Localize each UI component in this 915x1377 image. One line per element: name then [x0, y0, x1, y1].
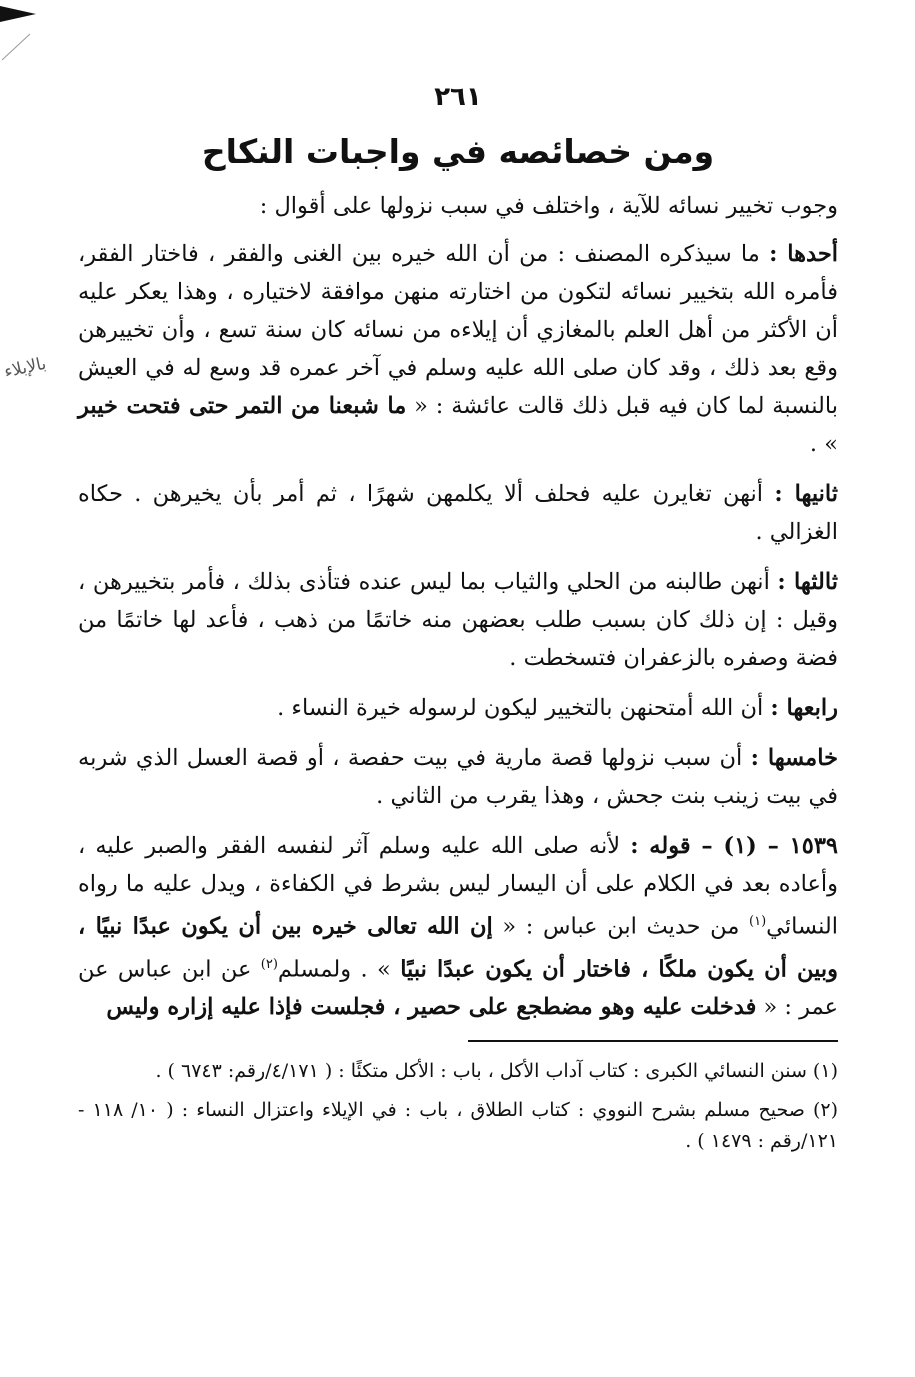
opinion-label: رابعها :	[770, 695, 838, 721]
intro-paragraph: وجوب تخيير نسائه للآية ، واختلف في سبب نزولها على أقوال :	[259, 193, 838, 219]
footnote-ref-2: (٢)	[260, 956, 278, 972]
hadith-quote: ما شبعنا من التمر حتى فتحت خيبر	[78, 393, 407, 419]
opinion-text: أن الله أمتحنهن بالتخيير ليكون لرسوله خيرة النساء .	[277, 695, 764, 721]
commentary-paragraph	[78, 827, 838, 1026]
opinion-paragraph-3	[78, 563, 838, 677]
opinion-text: أن سبب نزولها قصة مارية في بيت حفصة ، أو قصة العسل الذي شربه في بيت زينب بنت جحش ، وهذا يقرب من الثاني .	[78, 745, 838, 809]
handwritten-margin-note: بالإبلاء	[2, 353, 49, 383]
footnote-2: (٢) صحيح مسلم بشرح النووي : كتاب الطلاق ، باب : في الإيلاء واعتزال النساء : ( ١٠/ ١١٨ - ١٢١/رقم : ١٤٧٩ ) .	[78, 1099, 838, 1152]
opinion-text: ما سيذكره المصنف : من أن الله خيره بين الغنى والفقر ، فاختار الفقر، فأمره الله بتخيير نسائه لتكون من اختارته منهن موافقة لاختياره ، وهذا يعكر عليه أن الأكثر من أهل العلم بالمغازي أن إيلاءه من نسائه كان سنة تسع ، وأن تخييرهن وقع بعد ذلك ، وقد كان صلى الله عليه وسلم في آخر عمره قد وسع له في العيش بالنسبة لما كان فيه قبل ذلك قالت عائشة : «	[78, 241, 838, 419]
opinion-label: ثانيها :	[774, 481, 838, 507]
commentary-text: » . ولمسلم	[277, 956, 391, 982]
footnote-ref-1: (١)	[749, 914, 767, 929]
opinion-label: ثالثها :	[777, 569, 838, 595]
opinion-label: أحدها :	[769, 241, 838, 267]
opinion-label: خامسها :	[750, 745, 838, 771]
opinion-text: أنهن طالبنه من الحلي والثياب بما ليس عنده فتأذى بذلك ، فأمر بتخييرهن ، وقيل : إن ذلك كان بسبب طلب بعضهن منه خاتمًا من ذهب ، فأعد لها خاتمًا من فضة وصفره بالزعفران فتسخطت .	[78, 569, 838, 671]
opinion-text-end: » .	[809, 431, 838, 457]
commentary-text: من حديث ابن عباس : «	[502, 913, 740, 940]
hadith-quote: فدخلت عليه وهو مضطجع على حصير ، فجلست فإذا عليه إزاره وليس	[106, 994, 757, 1020]
hadith-quote: إن الله تعالى خيره بين أن يكون عبدًا نبيًا ، وبين أن يكون ملكًا ، فاختار أن يكون عبدًا نبيًا	[78, 913, 838, 982]
page-number: ٢٦١	[434, 82, 482, 112]
section-title: ومن خصائصه في واجبات النكاح	[201, 132, 715, 171]
scan-corner-mark	[0, 0, 70, 70]
footnote-divider	[468, 1040, 838, 1042]
opinion-paragraph-2	[78, 475, 838, 551]
opinion-paragraph-1	[78, 235, 838, 463]
commentary-number: ١٥٣٩ – (١) – قوله :	[630, 833, 838, 859]
opinion-text: أنهن تغايرن عليه فحلف ألا يكلمهن شهرًا ، ثم أمر بأن يخيرهن . حكاه الغزالي .	[78, 481, 838, 545]
opinion-paragraph-4	[78, 689, 838, 727]
footnote-1: (١) سنن النسائي الكبرى : كتاب آداب الأكل ، باب : الأكل متكئًا : ( ٤/١٧١/رقم: ٦٧٤٣ ) .	[155, 1060, 838, 1082]
opinion-paragraph-5	[78, 739, 838, 815]
commentary-text: عن ابن عباس عن عمر : «	[78, 956, 838, 1020]
document-page	[78, 82, 838, 1165]
commentary-text: لأنه صلى الله عليه وسلم آثر لنفسه الفقر والصبر عليه ، وأعاده بعد في الكلام على أن اليسار ليس بشرط في الكفاءة ، ويدل عليه ما رواه النسائي	[78, 833, 838, 940]
